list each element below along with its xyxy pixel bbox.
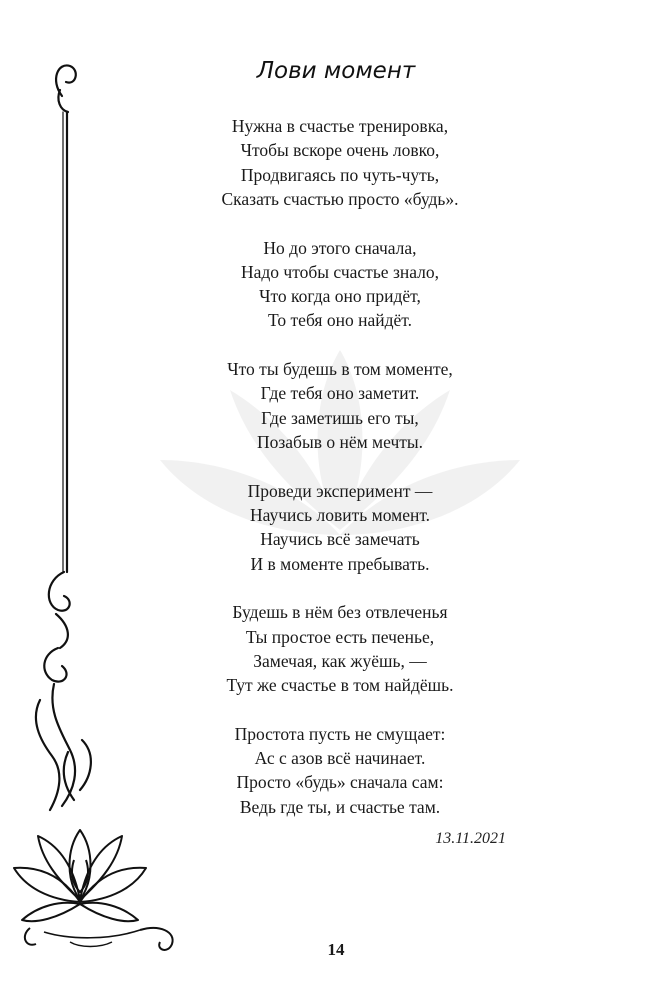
poem-line: Нужна в счастье тренировка, <box>231 116 449 136</box>
stanza <box>130 722 550 819</box>
poem-title: Лови момент <box>256 58 416 84</box>
poem-line: Что когда оно придёт, <box>259 286 421 307</box>
poem-line: То тебя оно найдёт. <box>268 310 412 331</box>
poem-line: И в моменте пребывать. <box>250 553 430 574</box>
poem-line: Простота пусть не смущает: <box>234 723 446 744</box>
poem-line: Продвигаясь по чуть-чуть, <box>240 164 440 185</box>
poem-date: 13.11.2021 <box>435 830 506 847</box>
poem-line: Научись ловить момент. <box>249 505 431 526</box>
poem-line: Замечая, как жуёшь, — <box>253 650 427 671</box>
poem-line: Проведи эксперимент — <box>247 480 433 501</box>
poem-line: Будешь в нём без отвлеченья <box>232 602 448 623</box>
stanza <box>130 600 550 697</box>
poem-line: Где тебя оно заметит. <box>260 383 420 404</box>
page-number: 14 <box>327 940 345 959</box>
poem-line: Но до этого сначала, <box>263 237 417 258</box>
stanza <box>130 479 550 576</box>
poem-line: Позабыв о нём мечты. <box>256 432 424 453</box>
stanza <box>130 114 550 211</box>
poem-line: Что ты будешь в том моменте, <box>227 359 453 380</box>
poem-line: Ведь где ты, и счастье там. <box>239 796 441 817</box>
poem-line: Тут же счастье в том найдёшь. <box>226 675 454 696</box>
stanza <box>130 236 550 333</box>
stanza <box>130 357 550 454</box>
poem-line: Надо чтобы счастье знало, <box>240 261 440 282</box>
poem-line: Где заметишь его ты, <box>261 407 419 428</box>
poem-line: Ас с азов всё начинает. <box>254 748 426 769</box>
poem-line: Сказать счастью просто «будь». <box>221 188 459 209</box>
poem-body <box>130 114 550 843</box>
poem-line: Просто «будь» сначала сам: <box>236 772 444 793</box>
poem-line: Ты простое есть печенье, <box>245 626 435 647</box>
poem-line: Чтобы вскоре очень ловко, <box>240 140 440 161</box>
poem-line: Научись всё замечать <box>260 529 420 550</box>
